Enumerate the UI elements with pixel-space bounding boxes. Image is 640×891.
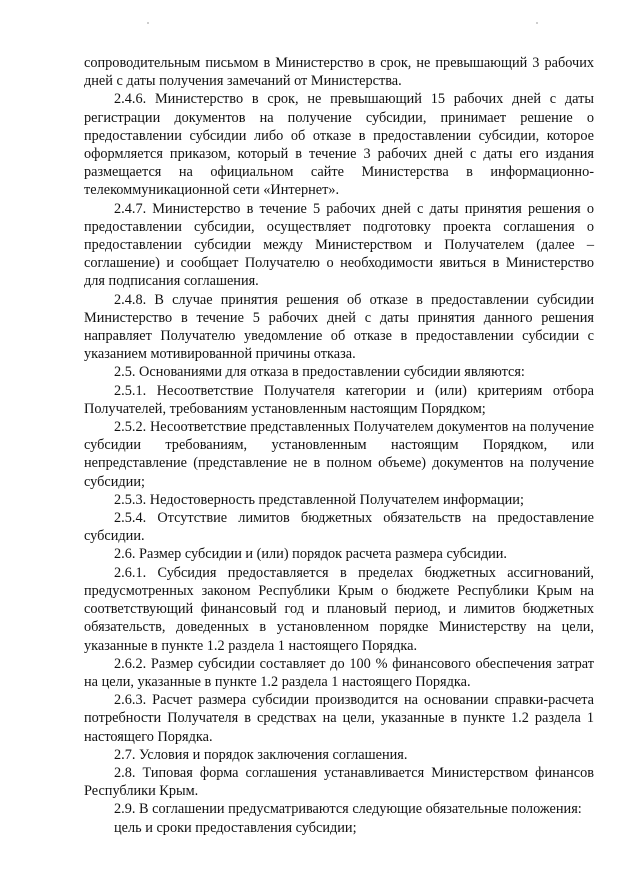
paragraph-2-4-8: 2.4.8. В случае принятия решения об отказе в предоставлении субсидии Министерство в течение 5 рабочих дней с даты принятия данного решения направляет Получателю уведомление об отказе в предоставлении субсидии с указанием мотивированной причины отказа. — [84, 291, 594, 363]
paragraph-2-6: 2.6. Размер субсидии и (или) порядок расчета размера субсидии. — [114, 546, 508, 563]
paragraph-2-8: 2.8. Типовая форма соглашения устанавливается Министерством финансов Республики Крым. — [84, 764, 594, 800]
scan-speck — [147, 22, 149, 24]
paragraph-list-item: цель и сроки предоставления субсидии; — [114, 819, 357, 836]
paragraph-2-6-2: 2.6.2. Размер субсидии составляет до 100 % финансового обеспечения затрат на цели, указанные в пункте 1.2 раздела 1 настоящего Порядка. — [84, 655, 594, 690]
paragraph-2-6-1: 2.6.1. Субсидия предоставляется в пределах бюджетных ассигнований, предусмотренных законом Республики Крым о бюджете Республики Крым на соответствующий финансовый год и плановый период, и лимитов бюджетных обязательств, доведенных в установленном порядке Министерству на цели, указанные в пункте 1.2 раздела 1 настоящего Порядка. — [84, 564, 594, 654]
paragraph-2-4-6: 2.4.6. Министерство в срок, не превышающий 15 рабочих дней с даты регистрации документов на получение субсидии, принимает решение о предоставлении субсидии либо об отказе в предоставлении субсидии, которое оформляется приказом, который в течение 3 рабочих дней с даты его издания размещается на официальном сайте Министерства в информационно-телекоммуникационной сети «Интернет». — [84, 91, 594, 199]
paragraph-2-5-3: 2.5.3. Недостоверность представленной Получателем информации; — [114, 491, 524, 508]
paragraph-2-5-2: 2.5.2. Несоответствие представленных Получателем документов на получение субсидии требованиям, установленным настоящим Порядком, или непредставление (представление не в полном объеме) документов на получение субсидии; — [84, 419, 594, 490]
paragraph-2-5: 2.5. Основаниями для отказа в предоставлении субсидии являются: — [114, 364, 525, 381]
paragraph-2-4-7: 2.4.7. Министерство в течение 5 рабочих дней с даты принятия решения о предоставлении субсидии, осуществляет подготовку проекта соглашения о предоставлении субсидии между Министерством и Получателем (далее – соглашение) и сообщает Получателю о необходимости явиться в Министерство для подписания соглашения. — [84, 200, 594, 290]
paragraph-2-5-4: 2.5.4. Отсутствие лимитов бюджетных обязательств на предоставление субсидии. — [84, 510, 594, 545]
paragraph-continuation: сопроводительным письмом в Министерство в срок, не превышающий 3 рабочих дней с даты получения замечаний от Министерства. — [84, 55, 594, 90]
document-body — [84, 54, 594, 837]
paragraph-2-7: 2.7. Условия и порядок заключения соглашения. — [114, 746, 408, 763]
scan-speck — [536, 22, 538, 24]
paragraph-2-6-3: 2.6.3. Расчет размера субсидии производится на основании справки-расчета потребности Получателя в средствах на цели, указанные в пункте 1.2 раздела 1 настоящего Порядка. — [84, 692, 594, 745]
paragraph-2-5-1: 2.5.1. Несоответствие Получателя категории и (или) критериям отбора Получателей, требованиям установленным настоящим Порядком; — [84, 382, 594, 417]
paragraph-2-9: 2.9. В соглашении предусматриваются следующие обязательные положения: — [114, 801, 582, 818]
